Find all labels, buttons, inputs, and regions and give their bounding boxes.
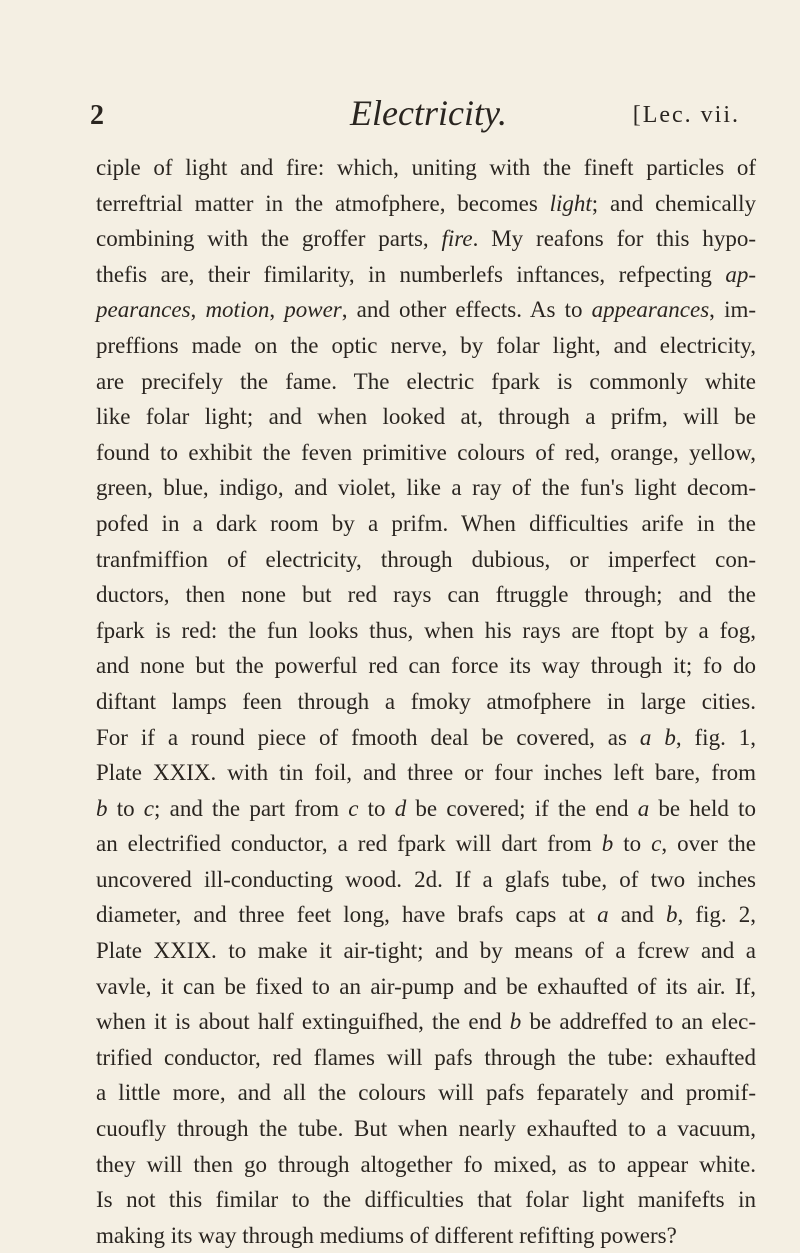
italic-text: light <box>549 190 592 216</box>
italic-text: power <box>284 297 342 323</box>
text-run: be covered; if the end <box>406 795 638 821</box>
italic-text: b <box>509 1009 522 1035</box>
text-run: and <box>608 902 667 928</box>
text-line <box>96 542 756 578</box>
text-line <box>96 364 756 400</box>
body-text <box>96 150 756 1253</box>
italic-text: fire <box>441 226 473 252</box>
text-run: to <box>107 795 144 821</box>
text-run: ; and chemically <box>591 190 756 216</box>
text-run: trified conductor, red flames will pafs through the tube: exhaufted <box>96 1044 756 1070</box>
text-run: and none but the powerful red can force its way through it; fo do <box>96 653 756 679</box>
page-header <box>90 92 740 140</box>
text-run: Is not this fimilar to the difficulties that folar light manifefts in <box>96 1187 756 1213</box>
text-line <box>96 684 756 720</box>
text-run: ductors, then none but red rays can ftruggle through; and the <box>96 582 756 608</box>
italic-text: c <box>348 795 359 821</box>
text-run: diameter, and three feet long, have brafs caps at <box>96 902 598 928</box>
italic-text: a b <box>639 724 676 750</box>
text-line <box>96 1111 756 1147</box>
text-run: terreftrial matter in the atmofphere, becomes <box>96 190 550 216</box>
text-run: to <box>358 795 395 821</box>
italic-text: c <box>651 831 662 857</box>
text-run: found to exhibit the feven primitive colours of red, orange, yellow, <box>96 439 756 465</box>
italic-text: b <box>666 902 678 928</box>
text-run: fpark is red: the fun looks thus, when his rays are ftopt by a fog, <box>96 617 756 643</box>
text-run: pofed in a dark room by a prifm. When difficulties arife in the <box>96 510 756 536</box>
italic-text: a <box>597 902 609 928</box>
text-run: uncovered ill-conducting wood. 2d. If a glafs tube, of two inches <box>96 866 756 892</box>
text-run: cuoufly through the tube. But when nearly exhaufted to a vacuum, <box>96 1116 756 1142</box>
text-run: , fig. 1, <box>675 724 756 750</box>
text-run: to <box>613 831 652 857</box>
text-run: , <box>269 297 285 323</box>
italic-text: c <box>143 795 155 821</box>
text-run: an electrified conductor, a red fpark will dart from <box>96 831 602 857</box>
italic-text: b <box>96 795 108 821</box>
italic-text: b <box>601 831 614 857</box>
text-line <box>96 862 756 898</box>
text-line <box>96 720 756 756</box>
text-run: , and other effects. As to <box>341 297 592 323</box>
text-run: , <box>190 297 206 323</box>
text-line <box>96 577 756 613</box>
italic-text: motion <box>205 297 270 323</box>
text-run: ciple of light and fire: which, uniting with the fineft particles of <box>96 155 756 180</box>
text-run: tranfmiffion of electricity, through dubious, or imperfect con- <box>96 546 756 572</box>
text-run: For if a round piece of fmooth deal be covered, as <box>96 724 640 750</box>
page-number: 2 <box>90 100 104 131</box>
text-line <box>96 470 756 506</box>
text-line <box>96 1182 756 1218</box>
text-run: combining with the groffer parts, <box>96 226 442 252</box>
italic-text: ap- <box>725 261 756 287</box>
text-line <box>96 1218 756 1253</box>
text-line <box>96 399 756 435</box>
text-line <box>96 648 756 684</box>
italic-text: d <box>394 795 407 821</box>
text-run: making its way through mediums of different refifting powers? <box>96 1222 677 1248</box>
text-run: , im- <box>709 297 757 323</box>
text-run: , over the <box>661 831 756 857</box>
text-run: a little more, and all the colours will pafs feparately and promif- <box>96 1080 756 1106</box>
text-run: thefis are, their fimilarity, in numberlefs inftances, refpecting <box>96 261 726 287</box>
text-run: green, blue, indigo, and violet, like a ray of the fun's light decom- <box>96 475 756 501</box>
text-line <box>96 1004 756 1040</box>
text-line <box>96 257 756 293</box>
text-line <box>96 328 756 364</box>
text-run: ; and the part from <box>154 795 349 821</box>
text-line <box>96 1075 756 1111</box>
italic-text: appearances <box>591 297 710 323</box>
italic-text: a <box>637 795 650 821</box>
text-line <box>96 186 756 222</box>
text-run: when it is about half extinguifhed, the end <box>96 1009 510 1035</box>
text-line <box>96 969 756 1005</box>
italic-text: pearances <box>96 297 191 323</box>
text-line <box>96 897 756 933</box>
text-line <box>96 435 756 471</box>
text-run: vavle, it can be fixed to an air-pump and be exhaufted of its air. If, <box>96 973 756 999</box>
text-run: be addreffed to an elec- <box>521 1009 756 1035</box>
text-run: diftant lamps feen through a fmoky atmofphere in large cities. <box>96 688 756 714</box>
text-line <box>96 221 756 257</box>
text-run: they will then go through altogether fo mixed, as to appear white. <box>96 1151 756 1177</box>
text-line <box>96 292 756 328</box>
text-line <box>96 150 756 186</box>
text-run: are precifely the fame. The electric fpark is commonly white <box>96 368 756 394</box>
text-run: preffions made on the optic nerve, by folar light, and electricity, <box>96 332 756 358</box>
text-line <box>96 791 756 827</box>
text-line <box>96 826 756 862</box>
text-line <box>96 613 756 649</box>
text-line <box>96 933 756 969</box>
text-run: Plate XXIX. with tin foil, and three or four inches left bare, from <box>96 760 756 786</box>
section-mark: [Lec. vii. <box>632 102 740 128</box>
text-run: Plate XXIX. to make it air-tight; and by means of a fcrew and a <box>96 938 756 964</box>
text-line <box>96 1040 756 1076</box>
text-line <box>96 1147 756 1183</box>
text-run: like folar light; and when looked at, through a prifm, will be <box>96 404 756 430</box>
text-line <box>96 755 756 791</box>
text-run: , fig. 2, <box>677 902 756 928</box>
text-run: be held to <box>649 795 756 821</box>
text-line <box>96 506 756 542</box>
text-run: . My reafons for this hypo- <box>472 226 756 252</box>
running-title: Electricity. <box>350 93 507 133</box>
